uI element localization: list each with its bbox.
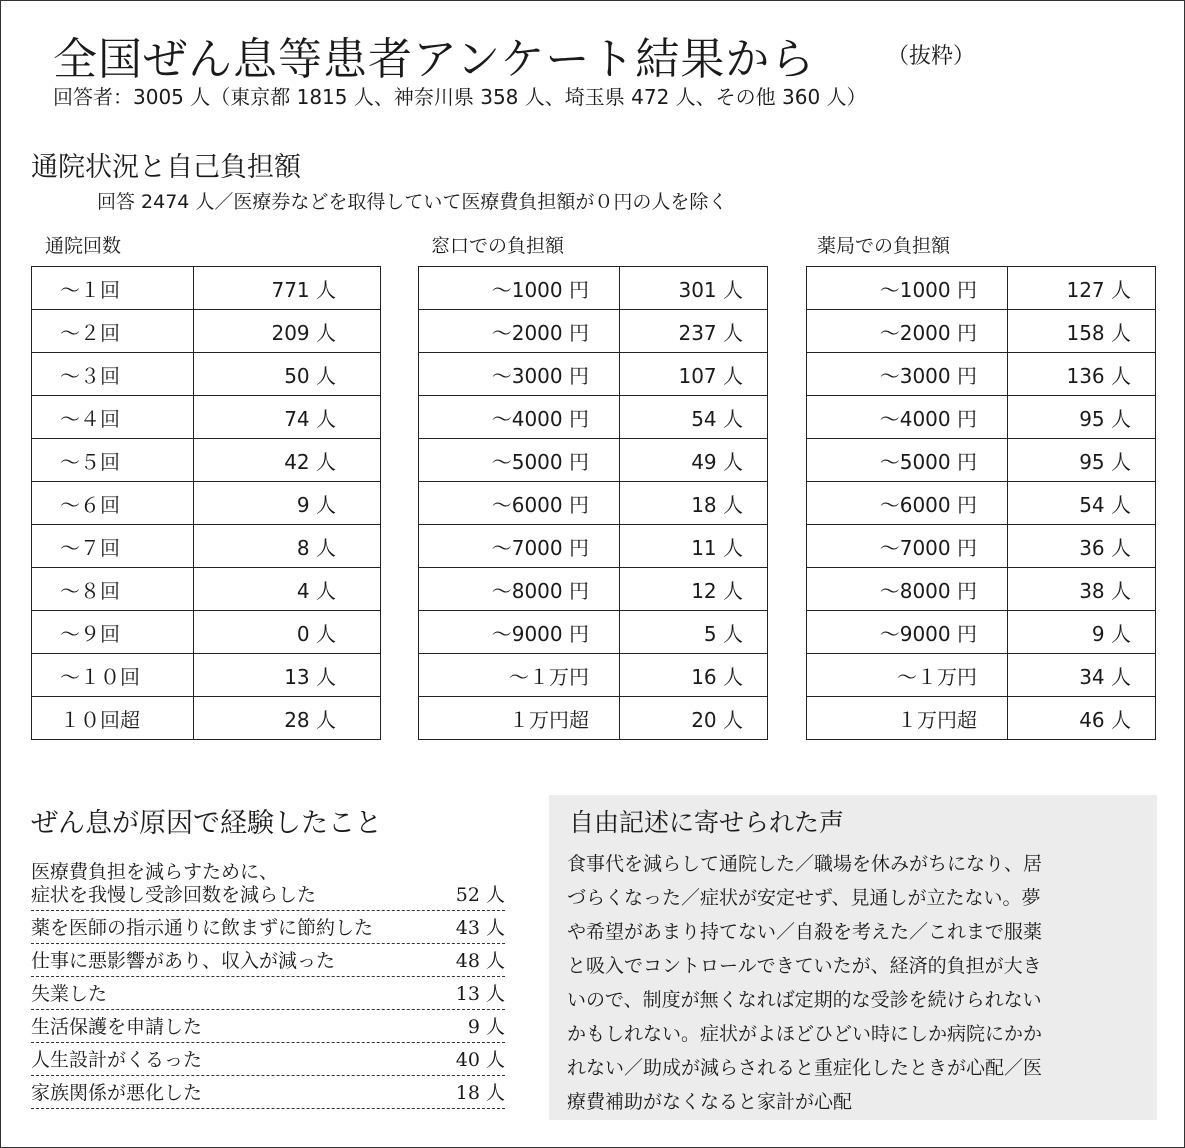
row-label: ～７回 — [32, 525, 194, 568]
row-count: 95 人 — [1008, 396, 1156, 439]
row-count: 8 人 — [194, 525, 381, 568]
list-item — [31, 1076, 505, 1109]
row-label: ～５回 — [32, 439, 194, 482]
row-count: 107 人 — [620, 353, 768, 396]
row-label: ～7000 円 — [807, 525, 1008, 568]
table-row — [419, 611, 768, 654]
table-row — [419, 568, 768, 611]
experiences-title: ぜん息が原因で経験したこと — [31, 808, 382, 839]
experience-label: 薬を医師の指示通りに飲まずに節約した — [31, 917, 374, 939]
row-count: 301 人 — [620, 267, 768, 310]
visits-section-title: 通院状況と自己負担額 — [31, 152, 301, 183]
table-title-visits: 通院回数 — [45, 235, 122, 257]
row-count: 237 人 — [620, 310, 768, 353]
experience-count: 9 人 — [467, 1016, 505, 1038]
row-count: 16 人 — [620, 654, 768, 697]
table-row — [807, 611, 1156, 654]
row-count: 46 人 — [1008, 697, 1156, 740]
experience-count: 40 人 — [455, 1049, 505, 1071]
comment-line: 食事代を減らして通院した／職場を休みがちになり、居 — [567, 853, 1043, 875]
row-count: 49 人 — [620, 439, 768, 482]
table-row — [32, 654, 381, 697]
table-row — [32, 525, 381, 568]
row-count: 0 人 — [194, 611, 381, 654]
visits-table — [31, 266, 381, 740]
table-row — [32, 611, 381, 654]
pharmacy-cost-table — [806, 266, 1156, 740]
experience-label-line2: 症状を我慢し受診回数を減らした — [31, 884, 317, 906]
row-label: ～6000 円 — [419, 482, 620, 525]
row-label: ～9000 円 — [807, 611, 1008, 654]
comment-line: かもしれない。症状がよほどひどい時にしか病院にかか — [567, 1023, 1043, 1045]
table-row — [32, 439, 381, 482]
list-item — [31, 944, 505, 977]
row-count: 54 人 — [1008, 482, 1156, 525]
row-count: 127 人 — [1008, 267, 1156, 310]
row-label: ～1000 円 — [807, 267, 1008, 310]
experience-count: 52 人 — [455, 884, 505, 906]
row-label: ～１回 — [32, 267, 194, 310]
row-count: 36 人 — [1008, 525, 1156, 568]
row-label: ～１万円 — [807, 654, 1008, 697]
table-row — [419, 697, 768, 740]
row-label: ～１万円 — [419, 654, 620, 697]
respondents-summary: 回答者：3005 人（東京都 1815 人、神奈川県 358 人、埼玉県 472 人、その他 360 人） — [53, 85, 867, 109]
table-row — [419, 482, 768, 525]
table-row — [807, 396, 1156, 439]
table-row — [419, 396, 768, 439]
table-row — [32, 310, 381, 353]
table-row — [32, 568, 381, 611]
experience-count: 43 人 — [455, 917, 505, 939]
free-comments-title: 自由記述に寄せられた声 — [569, 808, 845, 837]
experience-count: 48 人 — [455, 950, 505, 972]
row-label: ～5000 円 — [807, 439, 1008, 482]
table-row — [807, 654, 1156, 697]
table-row — [419, 439, 768, 482]
visits-section-note: 回答 2474 人／医療券などを取得していて医療費負担額が０円の人を除く — [97, 191, 728, 213]
row-label: ～9000 円 — [419, 611, 620, 654]
experience-label: 仕事に悪影響があり、収入が減った — [31, 950, 336, 972]
table-row — [807, 568, 1156, 611]
table-row — [32, 482, 381, 525]
experience-label: 人生設計がくるった — [31, 1049, 203, 1071]
table-row — [32, 697, 381, 740]
row-count: 38 人 — [1008, 568, 1156, 611]
row-label: ～4000 円 — [419, 396, 620, 439]
row-label: ～5000 円 — [419, 439, 620, 482]
table-row — [32, 396, 381, 439]
table-row — [419, 353, 768, 396]
table-row — [807, 310, 1156, 353]
row-count: 9 人 — [194, 482, 381, 525]
table-row — [419, 267, 768, 310]
row-count: 11 人 — [620, 525, 768, 568]
row-label: ～7000 円 — [419, 525, 620, 568]
row-count: 158 人 — [1008, 310, 1156, 353]
row-label: ～１０回 — [32, 654, 194, 697]
row-count: 74 人 — [194, 396, 381, 439]
row-label: １０回超 — [32, 697, 194, 740]
row-count: 28 人 — [194, 697, 381, 740]
comment-line: づらくなった／症状が安定せず、見通しが立たない。夢 — [567, 887, 1041, 909]
table-row — [419, 654, 768, 697]
row-label: ～８回 — [32, 568, 194, 611]
table-row — [32, 353, 381, 396]
row-count: 34 人 — [1008, 654, 1156, 697]
comment-line: や希望があまり持てない／自殺を考えた／これまで服薬 — [567, 921, 1043, 943]
list-item — [31, 1010, 505, 1043]
row-label: ～3000 円 — [807, 353, 1008, 396]
experience-label-line1: 医療費負担を減らすために、 — [31, 861, 279, 883]
experience-label: 失業した — [31, 983, 108, 1005]
table-row — [807, 525, 1156, 568]
table-title-pharmacy-cost: 薬局での負担額 — [817, 235, 951, 257]
row-count: 4 人 — [194, 568, 381, 611]
table-row — [419, 310, 768, 353]
row-count: 5 人 — [620, 611, 768, 654]
row-label: ～8000 円 — [419, 568, 620, 611]
list-item — [31, 857, 505, 911]
row-count: 54 人 — [620, 396, 768, 439]
comment-line: 療費補助がなくなると家計が心配 — [567, 1091, 853, 1113]
row-label: ～4000 円 — [807, 396, 1008, 439]
row-label: ～３回 — [32, 353, 194, 396]
experience-label: 家族関係が悪化した — [31, 1082, 203, 1104]
free-comments-box — [549, 795, 1157, 1120]
list-item — [31, 1043, 505, 1076]
table-row — [807, 353, 1156, 396]
row-label: ～2000 円 — [807, 310, 1008, 353]
row-label: １万円超 — [419, 697, 620, 740]
row-label: ～6000 円 — [807, 482, 1008, 525]
free-comments-text — [567, 847, 1127, 1119]
row-count: 136 人 — [1008, 353, 1156, 396]
experiences-list — [31, 857, 505, 1109]
row-count: 50 人 — [194, 353, 381, 396]
row-label: ～3000 円 — [419, 353, 620, 396]
row-count: 20 人 — [620, 697, 768, 740]
table-row — [807, 697, 1156, 740]
comment-line: れない／助成が減らされると重症化したときが心配／医 — [567, 1057, 1043, 1079]
row-count: 95 人 — [1008, 439, 1156, 482]
comment-line: と吸入でコントロールできていたが、経済的負担が大き — [567, 955, 1042, 977]
row-label: ～９回 — [32, 611, 194, 654]
row-count: 42 人 — [194, 439, 381, 482]
row-label: ～６回 — [32, 482, 194, 525]
table-title-clinic-cost: 窓口での負担額 — [431, 235, 565, 257]
table-row — [32, 267, 381, 310]
row-count: 771 人 — [194, 267, 381, 310]
page-title: 全国ぜん息等患者アンケート結果から — [53, 34, 816, 85]
table-row — [419, 525, 768, 568]
experience-count: 18 人 — [455, 1082, 505, 1104]
row-count: 9 人 — [1008, 611, 1156, 654]
comment-line: いので、制度が無くなれば定期的な受診を続けられない — [567, 989, 1042, 1011]
list-item — [31, 977, 505, 1010]
list-item — [31, 911, 505, 944]
title-note: （抜粋） — [887, 44, 976, 69]
table-row — [807, 267, 1156, 310]
experience-label: 生活保護を申請した — [31, 1016, 203, 1038]
experience-count: 13 人 — [455, 983, 505, 1005]
row-count: 18 人 — [620, 482, 768, 525]
row-count: 13 人 — [194, 654, 381, 697]
row-label: ～2000 円 — [419, 310, 620, 353]
row-count: 209 人 — [194, 310, 381, 353]
row-label: ～1000 円 — [419, 267, 620, 310]
clinic-cost-table — [418, 266, 768, 740]
row-label: ～４回 — [32, 396, 194, 439]
row-count: 12 人 — [620, 568, 768, 611]
row-label: １万円超 — [807, 697, 1008, 740]
row-label: ～8000 円 — [807, 568, 1008, 611]
table-row — [807, 482, 1156, 525]
row-label: ～２回 — [32, 310, 194, 353]
table-row — [807, 439, 1156, 482]
